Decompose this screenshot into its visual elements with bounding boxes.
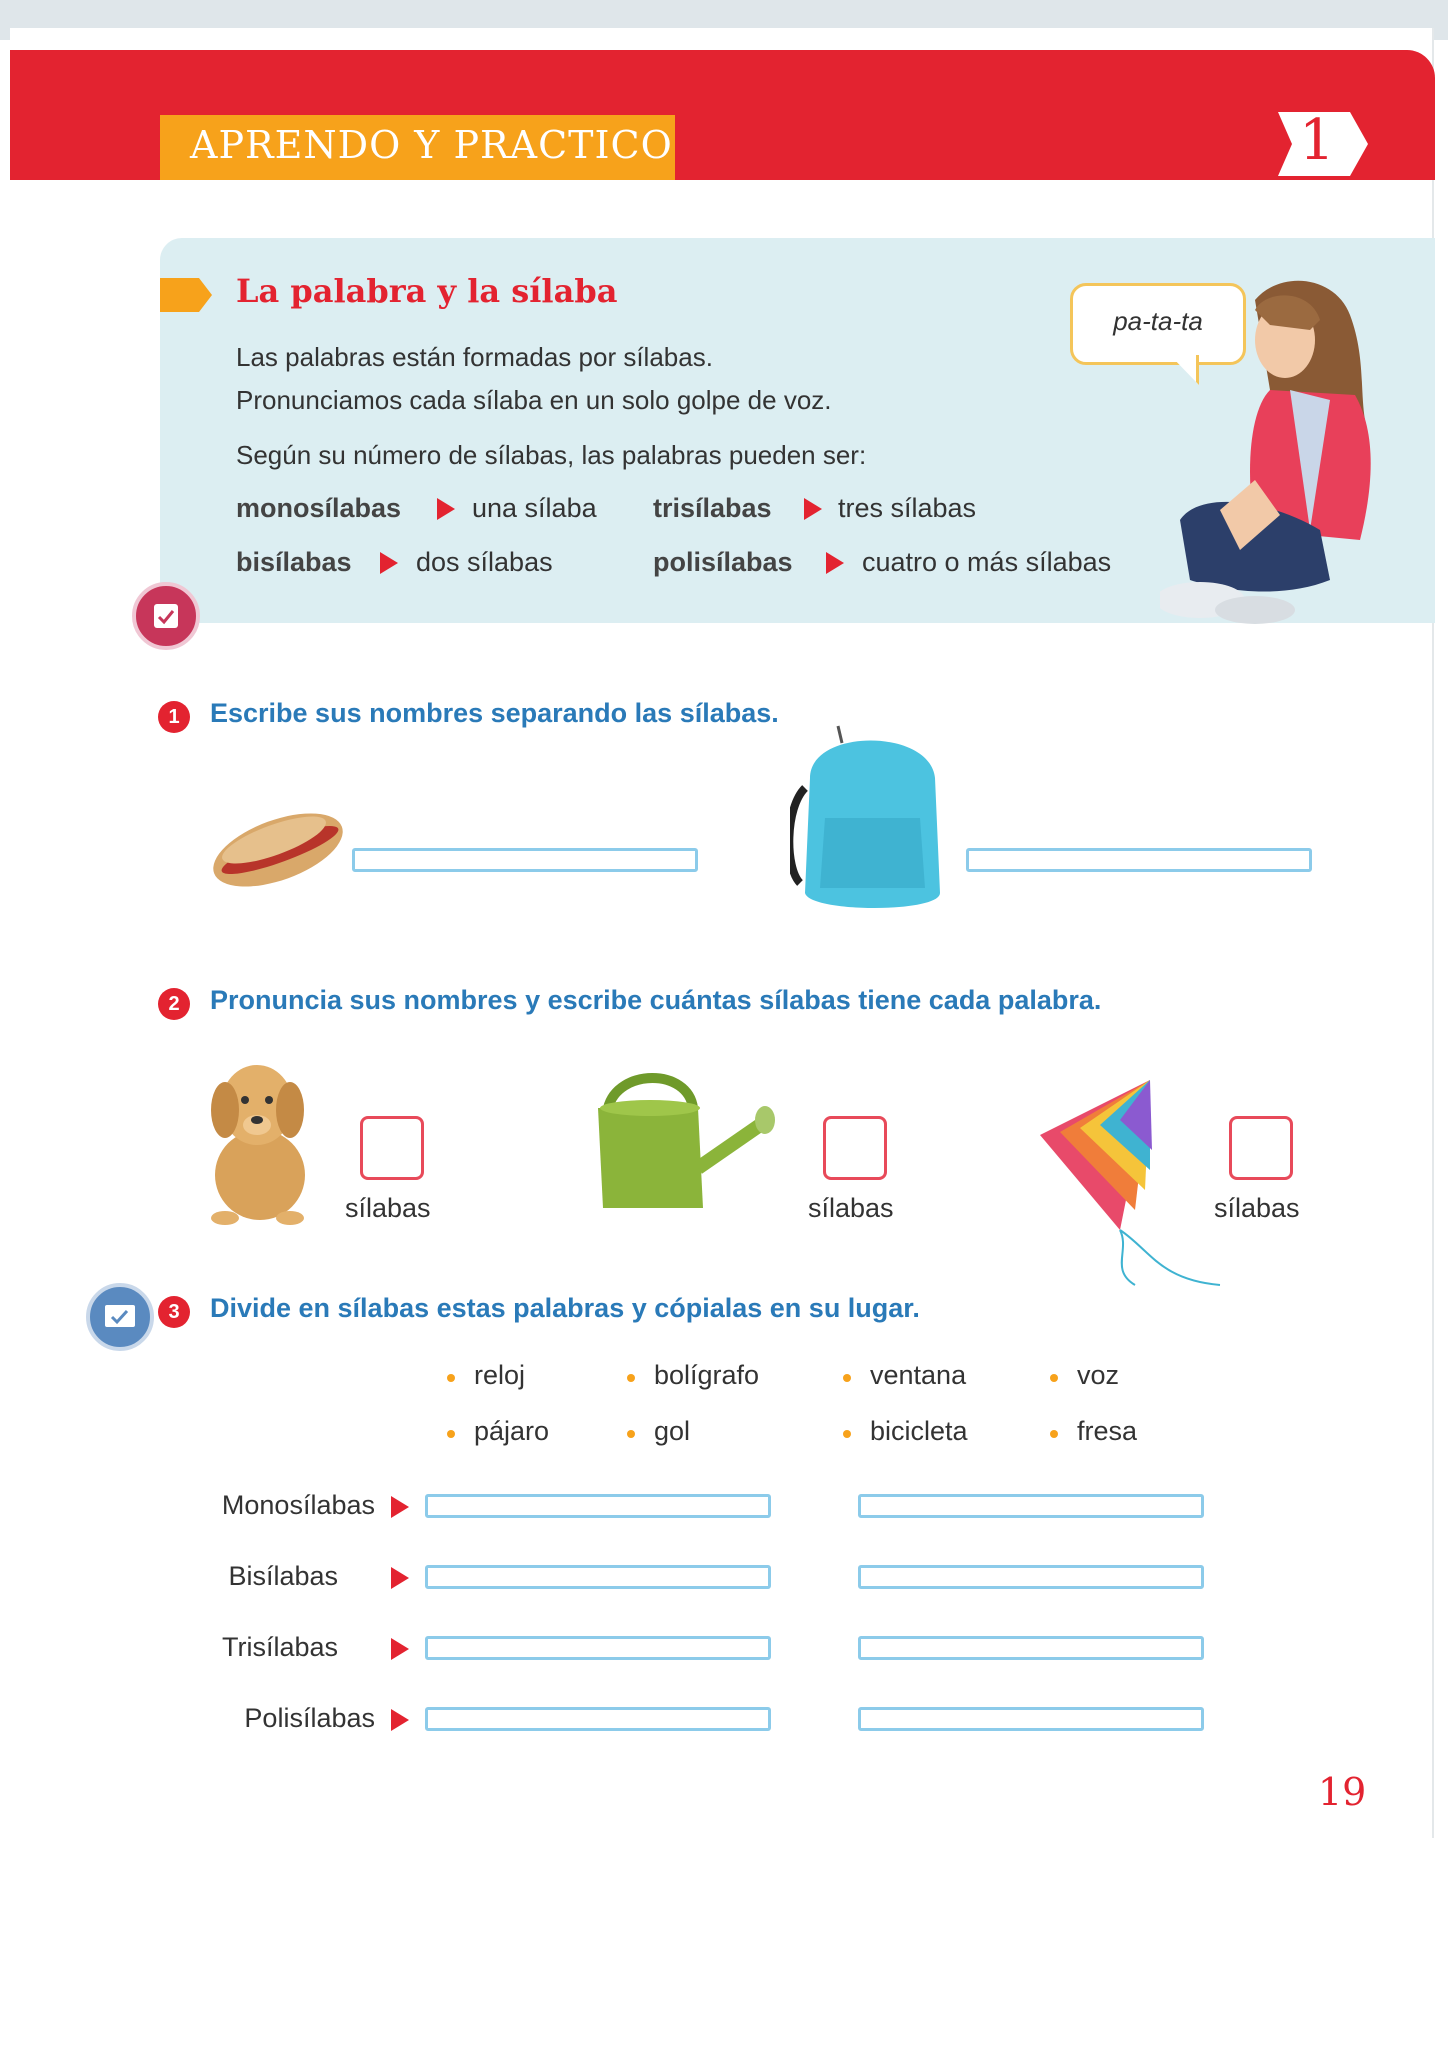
word-boligrafo: bolígrafo bbox=[654, 1360, 760, 1390]
hotdog-image bbox=[208, 795, 353, 895]
word-voz: voz bbox=[1077, 1360, 1120, 1390]
answer-line-polisilabas-2[interactable] bbox=[858, 1707, 1204, 1731]
word-ventana: ventana bbox=[870, 1360, 967, 1390]
answer-line-bisilabas-2[interactable] bbox=[858, 1565, 1204, 1589]
bullet-icon bbox=[1050, 1374, 1058, 1382]
word-pajaro: pájaro bbox=[474, 1416, 550, 1446]
exercise-3-number: 3 bbox=[158, 1296, 190, 1328]
answer-line-hotdog[interactable] bbox=[352, 848, 698, 872]
digital-resource-icon[interactable] bbox=[132, 582, 200, 650]
row-label-monosilabas: Monosílabas bbox=[221, 1490, 375, 1520]
row-label-bisilabas: Bisílabas bbox=[228, 1561, 338, 1591]
syllables-label: sílabas bbox=[808, 1193, 894, 1223]
word-bicicleta: bicicleta bbox=[870, 1416, 968, 1446]
backpack-image bbox=[790, 718, 955, 918]
bullet-icon bbox=[627, 1430, 635, 1438]
watering-can-image bbox=[578, 1068, 778, 1218]
rule-desc-bisilabas: dos sílabas bbox=[416, 547, 553, 577]
rule-term-trisilabas: trisílabas bbox=[653, 493, 772, 523]
row-arrow-icon bbox=[391, 1496, 409, 1518]
puppy-image bbox=[195, 1050, 320, 1225]
bullet-icon bbox=[843, 1430, 851, 1438]
word-gol: gol bbox=[654, 1416, 691, 1446]
row-arrow-icon bbox=[391, 1567, 409, 1589]
answer-line-monosilabas-2[interactable] bbox=[858, 1494, 1204, 1518]
bullet-icon bbox=[843, 1374, 851, 1382]
row-label-trisilabas: Trisílabas bbox=[221, 1632, 338, 1662]
answer-line-backpack[interactable] bbox=[966, 848, 1312, 872]
theory-line-2: Pronunciamos cada sílaba en un solo golpe de voz. bbox=[236, 385, 832, 415]
exercise-3-title: Divide en sílabas estas palabras y cópialas en su lugar. bbox=[210, 1293, 920, 1323]
syllable-count-box-kite[interactable] bbox=[1229, 1116, 1293, 1180]
rule-arrow-icon bbox=[380, 552, 398, 574]
word-reloj: reloj bbox=[474, 1360, 526, 1390]
row-arrow-icon bbox=[391, 1709, 409, 1731]
rule-desc-trisilabas: tres sílabas bbox=[838, 493, 977, 523]
bullet-icon bbox=[627, 1374, 635, 1382]
rule-desc-polisilabas: cuatro o más sílabas bbox=[862, 547, 1112, 577]
syllables-label: sílabas bbox=[1214, 1193, 1300, 1223]
section-title: APRENDO Y PRACTICO bbox=[190, 123, 673, 167]
row-arrow-icon bbox=[391, 1638, 409, 1660]
answer-line-monosilabas-1[interactable] bbox=[425, 1494, 771, 1518]
section-tab bbox=[160, 115, 675, 180]
rule-arrow-icon bbox=[804, 498, 822, 520]
rule-arrow-icon bbox=[826, 552, 844, 574]
row-label-polisilabas: Polisílabas bbox=[244, 1703, 375, 1733]
answer-line-trisilabas-1[interactable] bbox=[425, 1636, 771, 1660]
speech-bubble-text: pa-ta-ta bbox=[1113, 306, 1203, 336]
digital-resource-icon[interactable] bbox=[86, 1283, 154, 1351]
rule-term-bisilabas: bisílabas bbox=[236, 547, 352, 577]
exercise-2-number: 2 bbox=[158, 988, 190, 1020]
answer-line-trisilabas-2[interactable] bbox=[858, 1636, 1204, 1660]
syllable-count-box-puppy[interactable] bbox=[360, 1116, 424, 1180]
unit-number: 1 bbox=[1299, 108, 1335, 173]
rule-term-polisilabas: polisílabas bbox=[653, 547, 793, 577]
bullet-icon bbox=[447, 1430, 455, 1438]
kite-image bbox=[1040, 1080, 1230, 1290]
screen-check-icon bbox=[90, 1287, 150, 1347]
syllables-label: sílabas bbox=[345, 1193, 431, 1223]
theory-line-3: Según su número de sílabas, las palabras pueden ser: bbox=[236, 440, 867, 470]
syllable-count-box-watering-can[interactable] bbox=[823, 1116, 887, 1180]
rule-term-monosilabas: monosílabas bbox=[236, 493, 402, 523]
page-number: 19 bbox=[1318, 1770, 1367, 1814]
theory-title: La palabra y la sílaba bbox=[236, 272, 618, 310]
exercise-1-number: 1 bbox=[158, 701, 190, 733]
exercise-1-title: Escribe sus nombres separando las sílabas. bbox=[210, 698, 779, 728]
word-fresa: fresa bbox=[1077, 1416, 1138, 1446]
answer-line-bisilabas-1[interactable] bbox=[425, 1565, 771, 1589]
notebook-check-icon bbox=[136, 586, 196, 646]
girl-illustration bbox=[1160, 270, 1405, 630]
bullet-icon bbox=[447, 1374, 455, 1382]
rule-desc-monosilabas: una sílaba bbox=[472, 493, 597, 523]
answer-line-polisilabas-1[interactable] bbox=[425, 1707, 771, 1731]
bullet-icon bbox=[1050, 1430, 1058, 1438]
exercise-2-title: Pronuncia sus nombres y escribe cuántas sílabas tiene cada palabra. bbox=[210, 985, 1102, 1015]
rule-arrow-icon bbox=[437, 498, 455, 520]
theory-line-1: Las palabras están formadas por sílabas. bbox=[236, 342, 713, 372]
